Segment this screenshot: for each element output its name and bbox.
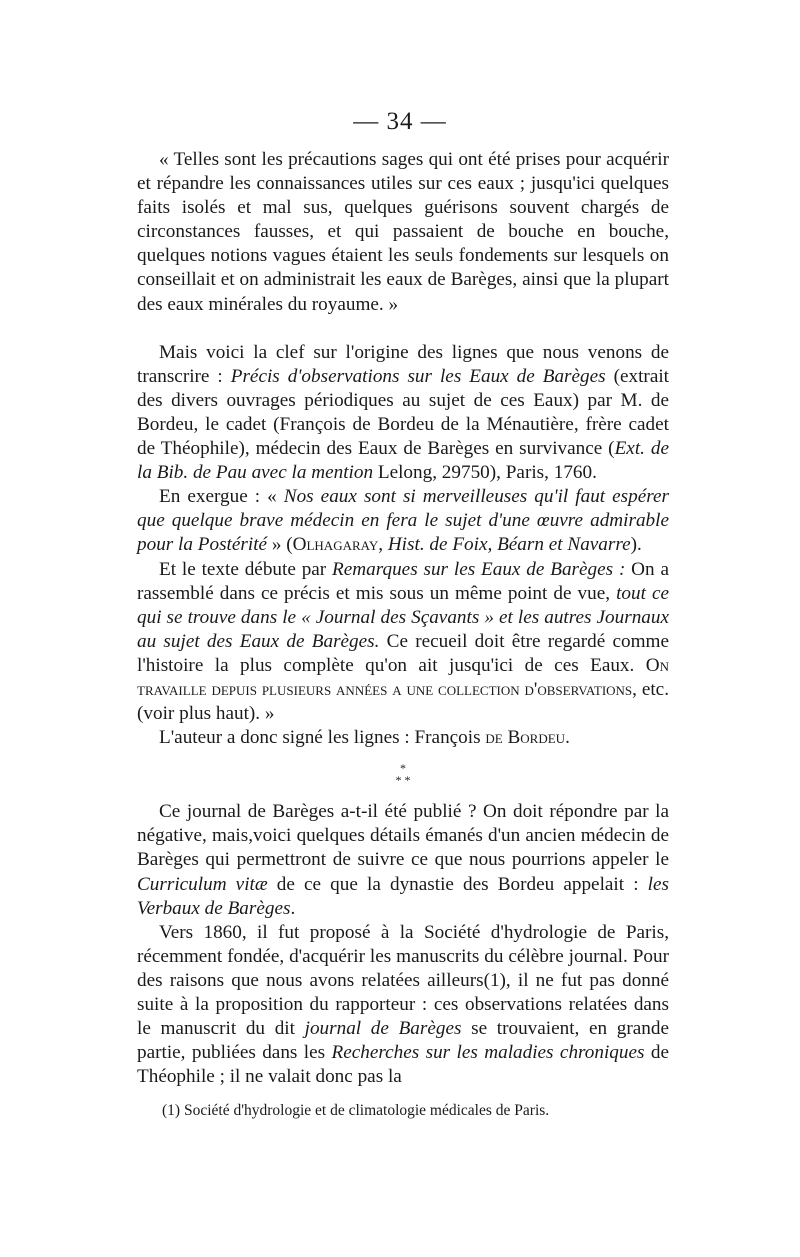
paragraph-remarques: Et le texte débute par Remarques sur les Eaux de Barèges : On a rassemblé dans ce précis et mis sous un même point de vue, tout ce qui se trouve dans le « Journal des Sçavants » et les autres Journaux au sujet des Eaux de Barèges. Ce recueil doit être regardé comme l'histoire la plus complète qu'on ait jusqu'ici de ces Eaux. On travaille depuis plusieurs années a une collection d'observations, etc. (voir plus haut). » [137,558,669,725]
paragraph-precis: Mais voici la clef sur l'origine des lignes que nous venons de transcrire : Précis d'observations sur les Eaux de Barèges (extrait des divers ouvrages périodiques au sujet de ces Eaux) par M. de Bordeu, le cadet (François de Bordeu de la Ménautière, frère cadet de Théophile), médecin des Eaux de Barèges en survivance (Ext. de la Bib. de Pau avec la mention Lelong, 29750), Paris, 1760. [137,341,669,484]
paragraph-journal: Ce journal de Barèges a-t-il été publié ? On doit répondre par la négative, mais,voici quelques détails émanés d'un ancien médecin de Barèges qui permettront de suivre ce que nous pourrions appeler le Curriculum vitæ de ce que la dynastie des Bordeu appelait : les Verbaux de Barèges. [137,801,669,919]
paragraph-exergue: En exergue : « Nos eaux sont si merveilleuses qu'il faut espérer que quelque brave médecin en fera le sujet d'une œuvre admirable pour la Postérité » (Olhagaray, Hist. de Foix, Béarn et Navarre). [137,486,669,556]
footnote: (1) Société d'hydrologie et de climatologie médicales de Paris. [162,1102,550,1119]
section-separator-asterism: * * * [395,761,411,788]
page-number: — 34 — [353,108,447,135]
paragraph-auteur: L'auteur a donc signé les lignes : François de Bordeu. [159,727,570,749]
quote-paragraph: « Telles sont les précautions sages qui ont été prises pour acquérir et répandre les connaissances utiles sur ces eaux ; jusqu'ici quelques faits isolés et mal sus, quelques guérisons souvent chargés de circonstances fausses, et qui passaient de bouche en bouche, quelques notions vagues étaient les seuls fondements sur lesquels on conseillait et on administrait les eaux de Barèges, ainsi que la plupart des eaux minérales du royaume. » [137,149,669,315]
body-text [137,148,669,1089]
paragraph-societe: Vers 1860, il fut proposé à la Société d'hydrologie de Paris, récemment fondée, d'acquérir les manuscrits du célèbre journal. Pour des raisons que nous avons relatées ailleurs(1), il ne fut pas donné suite à la proposition du rapporteur : ces observations relatées dans le manuscrit du dit journal de Barèges se trouvaient, en grande partie, publiées dans les Recherches sur les maladies chroniques de Théophile ; il ne valait donc pas la [137,921,669,1088]
